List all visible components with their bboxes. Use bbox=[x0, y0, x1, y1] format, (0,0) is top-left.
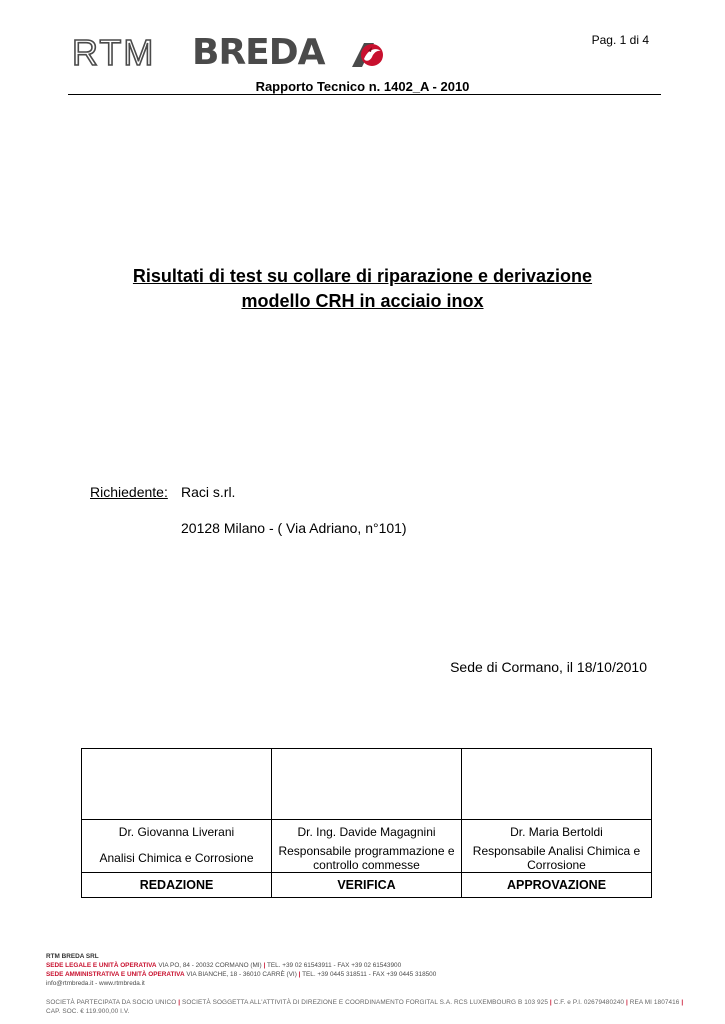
footer-legal-office-contacts: TEL. +39 02 61543911 - FAX +39 02 61543900 bbox=[266, 962, 402, 969]
signer-name: Dr. Giovanna Liverani bbox=[82, 820, 272, 845]
footer-legal-office-label: SEDE LEGALE E UNITÀ OPERATIVA bbox=[46, 962, 157, 969]
title-line-1: Risultati di test su collare di riparazione e derivazione bbox=[132, 266, 593, 286]
logo-text-breda: BREDA bbox=[192, 32, 325, 73]
signer-role: Responsabile Analisi Chimica e Corrosione bbox=[462, 844, 652, 873]
requester-address: 20128 Milano - ( Via Adriano, n°101) bbox=[181, 520, 407, 536]
footer-separator: | bbox=[298, 971, 301, 978]
footer-legal-office-address: VIA PO, 84 - 20032 CORMANO (MI) bbox=[158, 962, 262, 969]
signature-cell-verifica bbox=[272, 749, 462, 820]
footer-separator: | bbox=[549, 999, 552, 1006]
requester-name: Raci s.rl. bbox=[181, 484, 236, 500]
footer-separator: | bbox=[681, 999, 684, 1006]
footer-separator: | bbox=[263, 962, 266, 969]
approval-labels-row bbox=[82, 873, 652, 898]
footer-separator: | bbox=[625, 999, 628, 1006]
approval-label: REDAZIONE bbox=[82, 873, 272, 898]
signer-roles-row bbox=[82, 844, 652, 873]
page-footer bbox=[46, 952, 686, 1016]
signer-role: Responsabile programmazione e controllo commesse bbox=[272, 844, 462, 873]
footer-legal-note: SOCIETÀ PARTECIPATA DA SOCIO UNICO bbox=[46, 999, 177, 1006]
title-line-2: modello CRH in acciaio inox bbox=[241, 291, 484, 311]
signature-table bbox=[81, 748, 652, 898]
header-divider bbox=[68, 94, 661, 95]
logo-text-rtm: RTM bbox=[72, 32, 156, 73]
footer-legal-note: C.F. e P.I. 02679480240 bbox=[553, 999, 625, 1006]
footer-web: info@rtmbreda.it - www.rtmbreda.it bbox=[46, 980, 145, 987]
signature-space-row bbox=[82, 749, 652, 820]
logo-mark-icon bbox=[350, 37, 384, 71]
page-number: Pag. 1 di 4 bbox=[591, 33, 649, 47]
signer-name: Dr. Ing. Davide Magagnini bbox=[272, 820, 462, 845]
place-date: Sede di Cormano, il 18/10/2010 bbox=[450, 659, 647, 675]
signer-role: Analisi Chimica e Corrosione bbox=[82, 844, 272, 873]
signature-cell-redazione bbox=[82, 749, 272, 820]
footer-legal-note: CAP. SOC. € 119.900,00 I.V. bbox=[46, 1008, 130, 1015]
footer-company: RTM BREDA SRL bbox=[46, 953, 99, 960]
footer-separator: | bbox=[178, 999, 181, 1006]
footer-admin-office-contacts: TEL. +39 0445 318511 - FAX +39 0445 318500 bbox=[302, 971, 437, 978]
signer-names-row bbox=[82, 820, 652, 845]
signature-cell-approvazione bbox=[462, 749, 652, 820]
footer-admin-office-address: VIA BIANCHE, 18 - 36010 CARRÈ (VI) bbox=[186, 971, 297, 978]
footer-legal-notes bbox=[46, 998, 686, 1016]
company-logo bbox=[72, 34, 384, 72]
approval-label: APPROVAZIONE bbox=[462, 873, 652, 898]
document-title bbox=[60, 264, 665, 314]
footer-legal-note: REA MI 1807416 bbox=[629, 999, 680, 1006]
footer-legal-office bbox=[46, 961, 686, 970]
requester-label: Richiedente: bbox=[90, 484, 168, 500]
approval-label: VERIFICA bbox=[272, 873, 462, 898]
footer-legal-note: SOCIETÀ SOGGETTA ALL'ATTIVITÀ DI DIREZIONE E COORDINAMENTO FORGITAL S.A. RCS LUXEMBOURG B 103 925 bbox=[181, 999, 548, 1006]
report-number: Rapporto Tecnico n. 1402_A - 2010 bbox=[255, 79, 470, 94]
footer-admin-office-label: SEDE AMMINISTRATIVA E UNITÀ OPERATIVA bbox=[46, 971, 185, 978]
footer-admin-office bbox=[46, 970, 686, 979]
signer-name: Dr. Maria Bertoldi bbox=[462, 820, 652, 845]
